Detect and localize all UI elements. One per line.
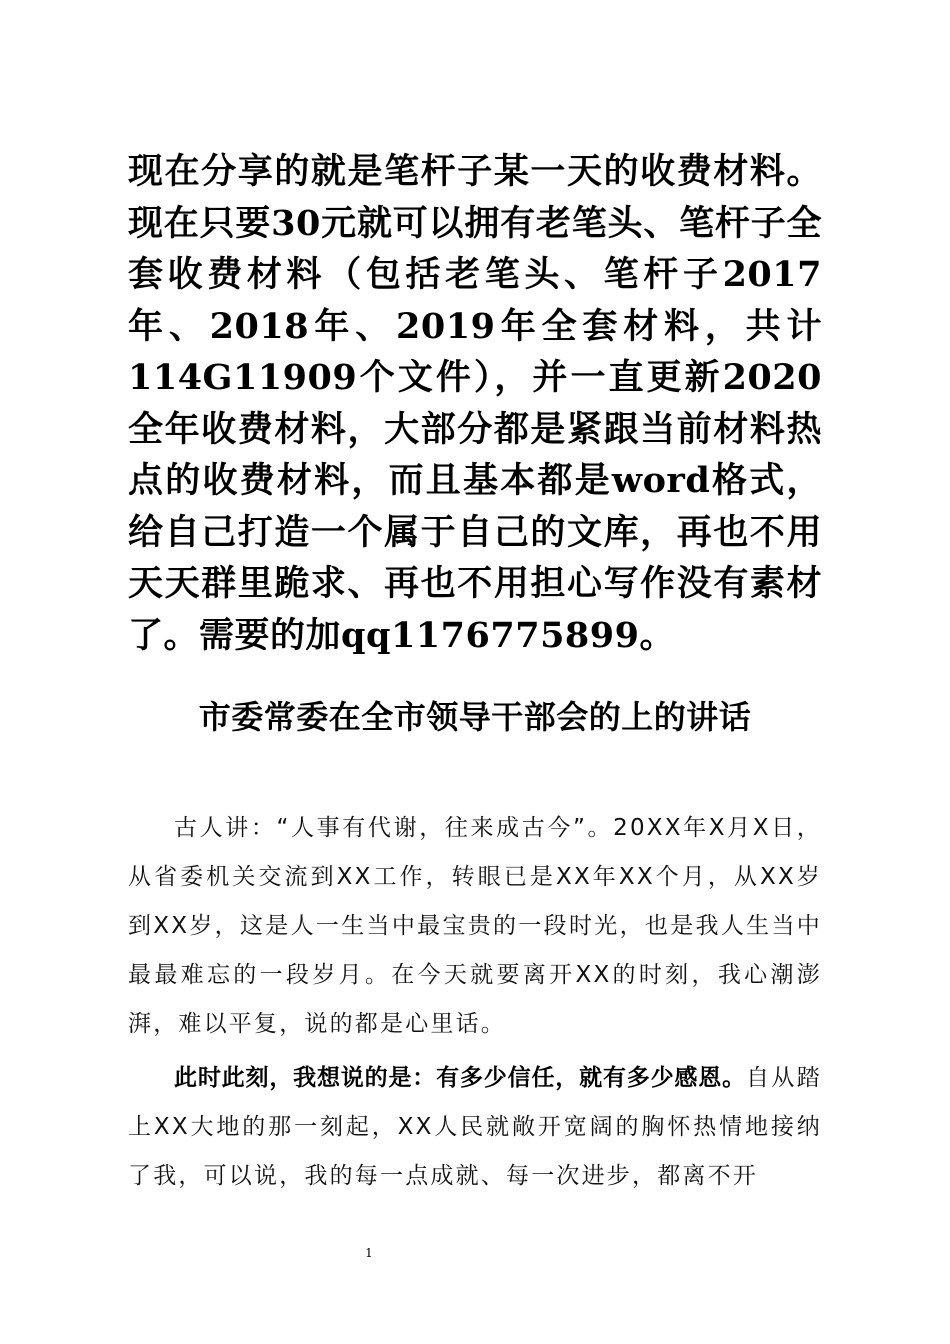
paragraph-text: 古人讲：“人事有代谢，往来成古今”。20XX年X月X日，从省委机关交流到XX工作，转眼已是XX年XX个月，从XX岁到XX岁，这是人一生当中最宝贵的一段时光，也是我人生当中最最难忘的一段岁月。在今天就要离开XX的时刻，我心潮澎湃，难以平复，说的都是心里话。 [128,815,822,1037]
promo-paragraph: 现在分享的就是笔杆子某一天的收费材料。现在只要30元就可以拥有老笔头、笔杆子全套收费材料（包括老笔头、笔杆子2017年、2018年、2019年全套材料，共计114G11909个文件），并一直更新2020全年收费材料，大部分都是紧跟当前材料热点的收费材料，而且基本都是word格式，给自己打造一个属于自己的文库，再也不用天天群里跪求、再也不用担心写作没有素材了。需要的加qq1176775899。 [128,151,822,656]
page-number: 1 [365,1246,373,1260]
paragraph-lead-sentence: 此时此刻，我想说的是：有多少信任，就有多少感恩。 [174,1065,746,1091]
paragraph-text: 自从踏上XX大地的那一刻起，XX人民就敞开宽阔的胸怀热情地接纳了我，可以说，我的每一点成就、每一次进步，都离不开 [128,1065,822,1189]
body-paragraph [128,1054,822,1201]
document-title: 市委常委在全市领导干部会的上的讲话 [198,698,752,736]
body-paragraph [128,804,822,1049]
document-body [128,804,822,1201]
